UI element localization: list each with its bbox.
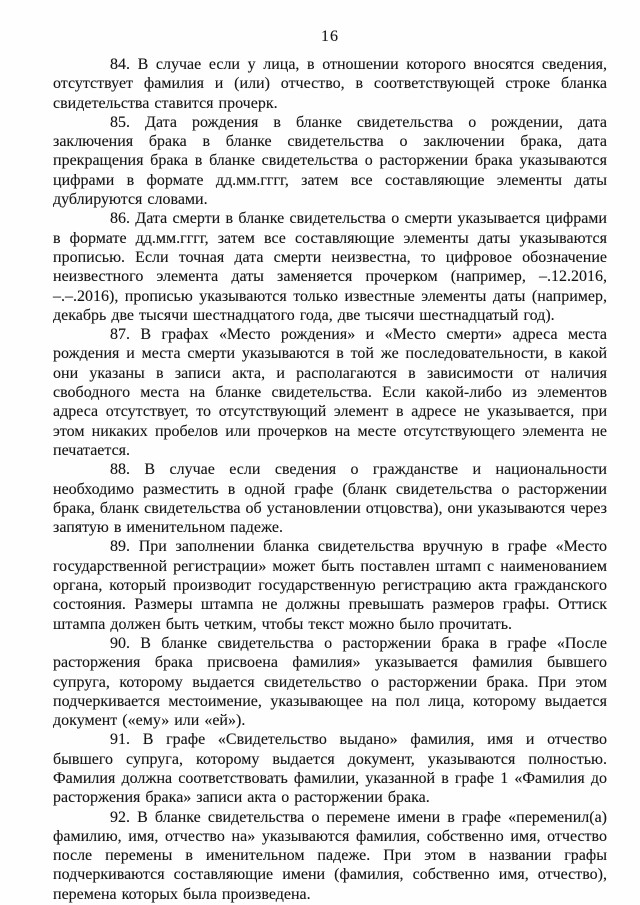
paragraph-91: 91. В графе «Свидетельство выдано» фамилия, имя и отчество бывшего супруга, которому выдается документ, указываются полностью. Фамилия должна соответствовать фамилии, указанной в графе 1 «Фамилия до расторжения брака» записи акта о расторжении брака.: [53, 731, 607, 807]
text-column: [53, 0, 607, 904]
paragraph-92: 92. В бланке свидетельства о перемене имени в графе «переменил(а) фамилию, имя, отчество на» указываются фамилия, собственно имя, отчество после перемены в именительном падеже. При этом в названии графы подчеркиваются составляющие имени (фамилия, собственно имя, отчество), перемена которых была произведена.: [53, 808, 607, 903]
paragraph-85: 85. Дата рождения в бланке свидетельства о рождении, дата заключения брака в бланке свидетельства о заключении брака, дата прекращения брака в бланке свидетельства о расторжении брака указываются цифрами в формате дд.мм.гггг, затем все составляющие элементы даты дублируются словами.: [53, 113, 607, 209]
paragraph-84: 84. В случае если у лица, в отношении которого вносятся сведения, отсутствует фамилия и (или) отчество, в соответствующей строке бланка свидетельства ставится прочерк.: [53, 56, 607, 112]
paragraph-86: 86. Дата смерти в бланке свидетельства о смерти указывается цифрами в формате дд.мм.гггг, затем все составляющие элементы даты указываются прописью. Если точная дата смерти неизвестна, то цифровое обозначение неизвестного элемента даты заменяется прочерком (например, –.12.2016, –.–.2016), прописью указываются только известные элементы даты (например, декабрь две тысячи шестнадцатого года, две тысячи шестнадцатый год).: [53, 210, 607, 324]
paragraph-87: 87. В графах «Место рождения» и «Место смерти» адреса места рождения и места смерти указываются в той же последовательности, в какой они указаны в записи акта, и располагаются в зависимости от наличия свободного места на бланке свидетельства. Если какой-либо из элементов адреса отсутствует, то отсутствующий элемент в адресе не указывается, при этом никаких пробелов или прочерков на месте отсутствующего элемента не печатается.: [53, 326, 607, 459]
paragraph-90: 90. В бланке свидетельства о расторжении брака в графе «После расторжения брака присвоена фамилия» указывается фамилия бывшего супруга, которому выдается свидетельство о расторжении брака. При этом подчеркивается местоимение, указывающее на пол лица, которому выдается документ («ему» или «ей»).: [53, 634, 607, 730]
page-number: 16: [321, 28, 339, 45]
paragraph-89: 89. При заполнении бланка свидетельства вручную в графе «Место государственной регистрации» может быть поставлен штамп с наименованием органа, который производит государственную регистрацию акта гражданского состояния. Размеры штампа не должны превышать размеров графы. Оттиск штампа должен быть четким, чтобы текст можно было прочитать.: [53, 538, 607, 633]
paragraph-88: 88. В случае если сведения о гражданстве и национальности необходимо разместить в одной графе (бланк свидетельства о расторжении брака, бланк свидетельства об установлении отцовства), они указываются через запятую в именительном падеже.: [53, 461, 607, 537]
